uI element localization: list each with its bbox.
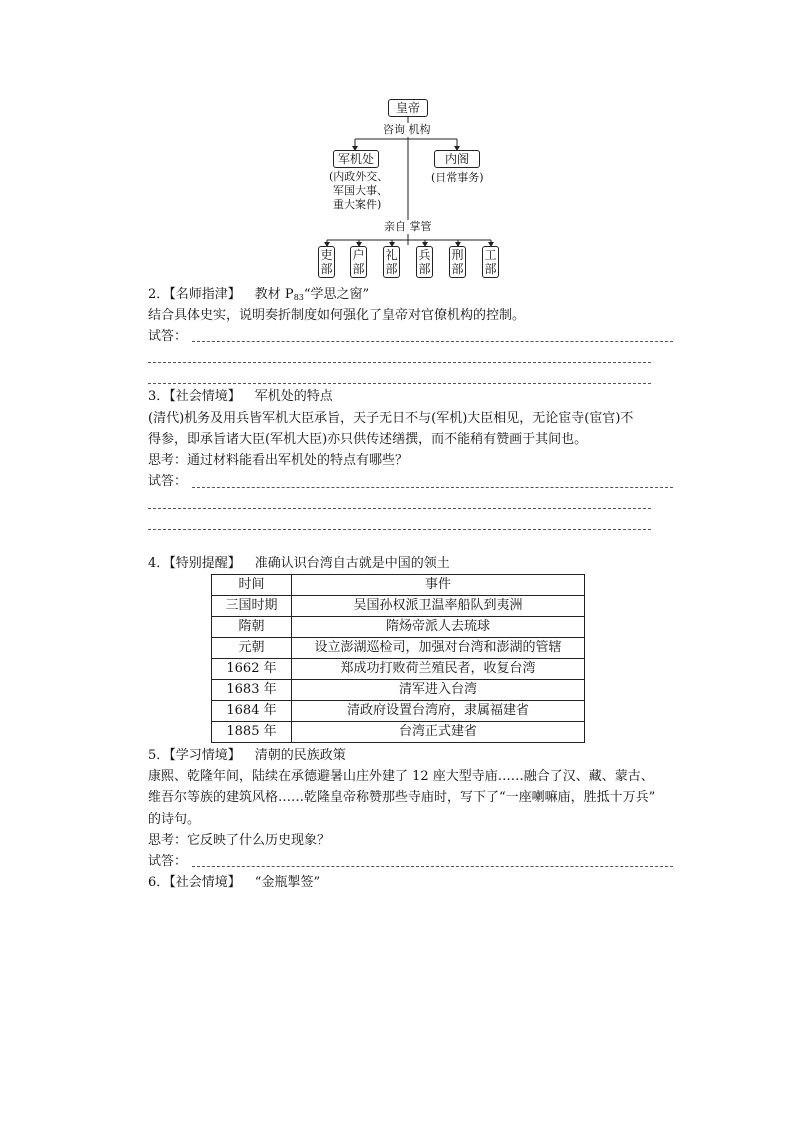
q3-number: 3．	[148, 389, 170, 404]
q2-number: 2．	[148, 287, 170, 302]
q4-number: 4．	[148, 556, 170, 571]
q3-material-line-2: 得参，即承旨诸大臣(军机大臣)亦只供传述缮撰，而不能稍有赞画于其间也。	[148, 432, 588, 447]
q5-answer-line-1[interactable]	[192, 866, 673, 867]
table-cell-event: 台湾正式建省	[292, 722, 585, 743]
table-row	[212, 596, 585, 617]
q4-title: 准确认识台湾自古就是中国的领土	[254, 556, 450, 571]
table-cell-event: 清军进入台湾	[292, 680, 585, 701]
q6-number: 6．	[148, 875, 170, 890]
table-cell-time: 三国时期	[212, 596, 292, 617]
table-row	[212, 659, 585, 680]
table-cell-event: 隋炀帝派人去琉球	[292, 617, 585, 638]
table-row	[212, 617, 585, 638]
table-row	[212, 680, 585, 701]
q2-answer-line-2[interactable]	[148, 362, 651, 363]
q3-tag: 【社会情境】	[169, 389, 241, 404]
table-row	[212, 638, 585, 659]
taiwan-events-table	[211, 574, 585, 743]
q3-think: 思考：通过材料能看出军机处的特点有哪些？	[148, 453, 409, 468]
neige-box: 内阁	[434, 150, 480, 168]
q3-answer-line-1[interactable]	[192, 487, 673, 488]
table-cell-event: 郑成功打败荷兰殖民者，收复台湾	[292, 659, 585, 680]
ministry-bing-box: 兵 部	[416, 246, 433, 278]
q5-material-line-1: 康熙、乾隆年间，陆续在承德避暑山庄外建了 12 座大型寺庙……融合了汉、藏、蒙古、	[148, 769, 654, 784]
q5-title: 清朝的民族政策	[254, 748, 346, 763]
q2-answer-line-1[interactable]	[192, 341, 673, 342]
q2-answer-label: 试答：	[148, 329, 188, 344]
q2-source-tail: “学思之窗”	[303, 287, 370, 302]
junjichu-duty-2: 军国大事、	[333, 184, 388, 197]
table-cell-event: 吴国孙权派卫温率船队到夷洲	[292, 596, 585, 617]
consult-label: 咨询 机构	[383, 123, 431, 136]
q3-answer-line-2[interactable]	[148, 508, 651, 509]
table-cell-event: 清政府设置台湾府，隶属福建省	[292, 701, 585, 722]
q2-answer-line-3[interactable]	[148, 383, 651, 384]
ministry-hu-box: 户 部	[350, 246, 367, 278]
table-header-time: 时间	[212, 575, 292, 596]
table-cell-time: 1684 年	[212, 701, 292, 722]
ministry-gong-box: 工 部	[482, 246, 499, 278]
q5-think: 思考：它反映了什么历史现象？	[148, 833, 331, 848]
q6-title: “金瓶掣签”	[254, 875, 321, 890]
q3-answer-line-3[interactable]	[148, 529, 651, 530]
q4-heading	[148, 555, 450, 573]
neige-duty: (日常事务)	[431, 171, 484, 184]
direct-label: 亲自 掌管	[384, 220, 432, 233]
q6-heading	[148, 874, 320, 892]
junjichu-duty-1: (内政外交、	[329, 170, 389, 183]
table-cell-time: 1885 年	[212, 722, 292, 743]
q5-material-line-2: 维吾尔等族的建筑风格……乾隆皇帝称赞那些寺庙时，写下了“一座喇嘛庙，胜抵十万兵”	[148, 790, 656, 805]
table-row	[212, 722, 585, 743]
emperor-box: 皇帝	[388, 99, 428, 117]
q2-heading	[148, 286, 369, 307]
table-cell-time: 1662 年	[212, 659, 292, 680]
table-cell-event: 设立澎湖巡检司，加强对台湾和澎湖的管辖	[292, 638, 585, 659]
junjichu-box: 军机处	[333, 150, 379, 168]
q2-tag: 【名师指津】	[169, 287, 241, 302]
table-header-event: 事件	[292, 575, 585, 596]
q4-tag: 【特别提醒】	[169, 556, 241, 571]
ministry-xing-box: 刑 部	[449, 246, 466, 278]
q5-answer-label: 试答：	[148, 854, 188, 869]
q5-material-line-3: 的诗句。	[148, 812, 201, 827]
table-row	[212, 701, 585, 722]
q3-heading	[148, 388, 333, 406]
ministry-rites-box: 礼 部	[383, 246, 400, 278]
q2-source: 教材 P	[254, 287, 294, 302]
q3-title: 军机处的特点	[254, 389, 333, 404]
q2-prompt: 结合具体史实，说明奏折制度如何强化了皇帝对官僚机构的控制。	[148, 308, 526, 323]
table-cell-time: 1683 年	[212, 680, 292, 701]
table-header-row	[212, 575, 585, 596]
q5-number: 5．	[148, 748, 170, 763]
q3-material-line-1: (清代)机务及用兵皆军机大臣承旨，天子无日不与(军机)大臣相见，无论宦寺(宦官)不	[148, 411, 634, 426]
q3-answer-label: 试答：	[148, 474, 188, 489]
q6-tag: 【社会情境】	[169, 875, 241, 890]
q5-tag: 【学习情境】	[169, 748, 241, 763]
table-cell-time: 元朝	[212, 638, 292, 659]
q5-heading	[148, 747, 346, 765]
table-cell-time: 隋朝	[212, 617, 292, 638]
q2-page-sub: 83	[293, 293, 304, 302]
junjichu-duty-3: 重大案件)	[333, 198, 382, 211]
ministry-li-box: 吏 部	[318, 246, 335, 278]
